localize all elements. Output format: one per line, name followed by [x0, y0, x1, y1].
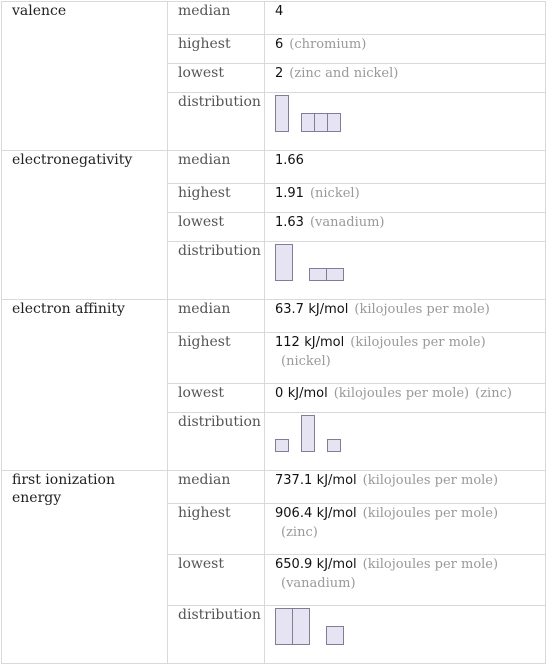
property-name: first ionization energy: [2, 471, 168, 664]
first-ionization-energy-median-row: [2, 471, 546, 504]
distribution-cell: [265, 606, 546, 664]
value-number: 906.4: [275, 506, 313, 521]
value-unit: kJ/mol: [308, 302, 349, 317]
stat-value: [265, 300, 546, 333]
stat-label: median: [168, 471, 265, 504]
histogram-bar: [310, 269, 327, 281]
distribution-histogram: [275, 606, 355, 646]
stat-label: median: [168, 151, 265, 184]
unit-name: (kilojoules per mole): [362, 506, 499, 521]
electronegativity-median-row: [2, 151, 546, 184]
stat-label: lowest: [168, 555, 265, 606]
stat-label: highest: [168, 504, 265, 555]
value-number: 650.9: [275, 557, 313, 572]
distribution-histogram: [275, 242, 355, 282]
stat-label: highest: [168, 184, 265, 213]
value-number: 737.1: [275, 473, 313, 488]
histogram-bar: [327, 269, 344, 281]
stat-value: [265, 333, 546, 384]
unit-name: (kilojoules per mole): [362, 557, 499, 572]
unit-name: (kilojoules per mole): [333, 386, 470, 401]
histogram-bar: [302, 416, 315, 452]
histogram-bar: [328, 114, 341, 132]
stat-label: lowest: [168, 384, 265, 413]
stat-label: lowest: [168, 213, 265, 242]
stat-value: [265, 504, 546, 555]
histogram-bar: [293, 609, 310, 645]
histogram-bar: [276, 609, 293, 645]
value-number: 6: [275, 37, 284, 52]
property-name: electronegativity: [2, 151, 168, 300]
value-note: (nickel): [309, 186, 360, 201]
stat-label: median: [168, 2, 265, 35]
value-unit: kJ/mol: [287, 386, 328, 401]
stat-label: highest: [168, 35, 265, 64]
unit-name: (kilojoules per mole): [354, 302, 490, 317]
histogram-bar: [276, 440, 289, 452]
stat-value: [265, 184, 546, 213]
valence-median-row: [2, 2, 546, 35]
distribution-histogram: [275, 93, 355, 133]
property-name: valence: [2, 2, 168, 151]
stat-label: median: [168, 300, 265, 333]
value-note: (zinc): [281, 525, 318, 540]
stat-label: distribution: [168, 606, 265, 664]
value-unit: kJ/mol: [316, 506, 357, 521]
value-unit: kJ/mol: [316, 473, 357, 488]
value-note: (nickel): [281, 354, 331, 369]
value-note: (chromium): [289, 37, 367, 52]
stat-label: lowest: [168, 64, 265, 93]
value-note: (zinc and nickel): [289, 66, 399, 81]
unit-name: (kilojoules per mole): [362, 473, 499, 488]
histogram-bar: [327, 627, 344, 645]
stat-value: [265, 213, 546, 242]
value-number: 63.7: [275, 302, 304, 317]
stat-value: [265, 151, 546, 184]
histogram-bar: [276, 245, 293, 281]
value-number: 112: [275, 335, 300, 350]
electron-affinity-median-row: [2, 300, 546, 333]
histogram-bar: [315, 114, 328, 132]
value-unit: kJ/mol: [316, 557, 357, 572]
stat-label: distribution: [168, 93, 265, 151]
stat-value: [265, 555, 546, 606]
value-note: (zinc): [475, 386, 512, 401]
stat-label: distribution: [168, 413, 265, 471]
stat-value: [265, 64, 546, 93]
unit-name: (kilojoules per mole): [350, 335, 486, 350]
histogram-bar: [302, 114, 315, 132]
value-number: 1.63: [275, 215, 304, 230]
stat-value: [265, 35, 546, 64]
value-number: 1.91: [275, 186, 304, 201]
histogram-bar: [276, 96, 289, 132]
stat-value: [265, 471, 546, 504]
distribution-histogram: [275, 413, 355, 453]
stat-value: [265, 384, 546, 413]
histogram-bar: [328, 440, 341, 452]
value-note: (vanadium): [309, 215, 385, 230]
value-number: 2: [275, 66, 284, 81]
value-number: 4: [275, 4, 284, 19]
value-unit: kJ/mol: [304, 335, 345, 350]
properties-table: [1, 1, 546, 664]
distribution-cell: [265, 413, 546, 471]
distribution-cell: [265, 242, 546, 300]
stat-label: distribution: [168, 242, 265, 300]
stat-value: [265, 2, 546, 35]
stat-label: highest: [168, 333, 265, 384]
value-number: 0: [275, 386, 284, 401]
property-name: electron affinity: [2, 300, 168, 471]
value-note: (vanadium): [281, 576, 356, 591]
distribution-cell: [265, 93, 546, 151]
value-number: 1.66: [275, 153, 304, 168]
